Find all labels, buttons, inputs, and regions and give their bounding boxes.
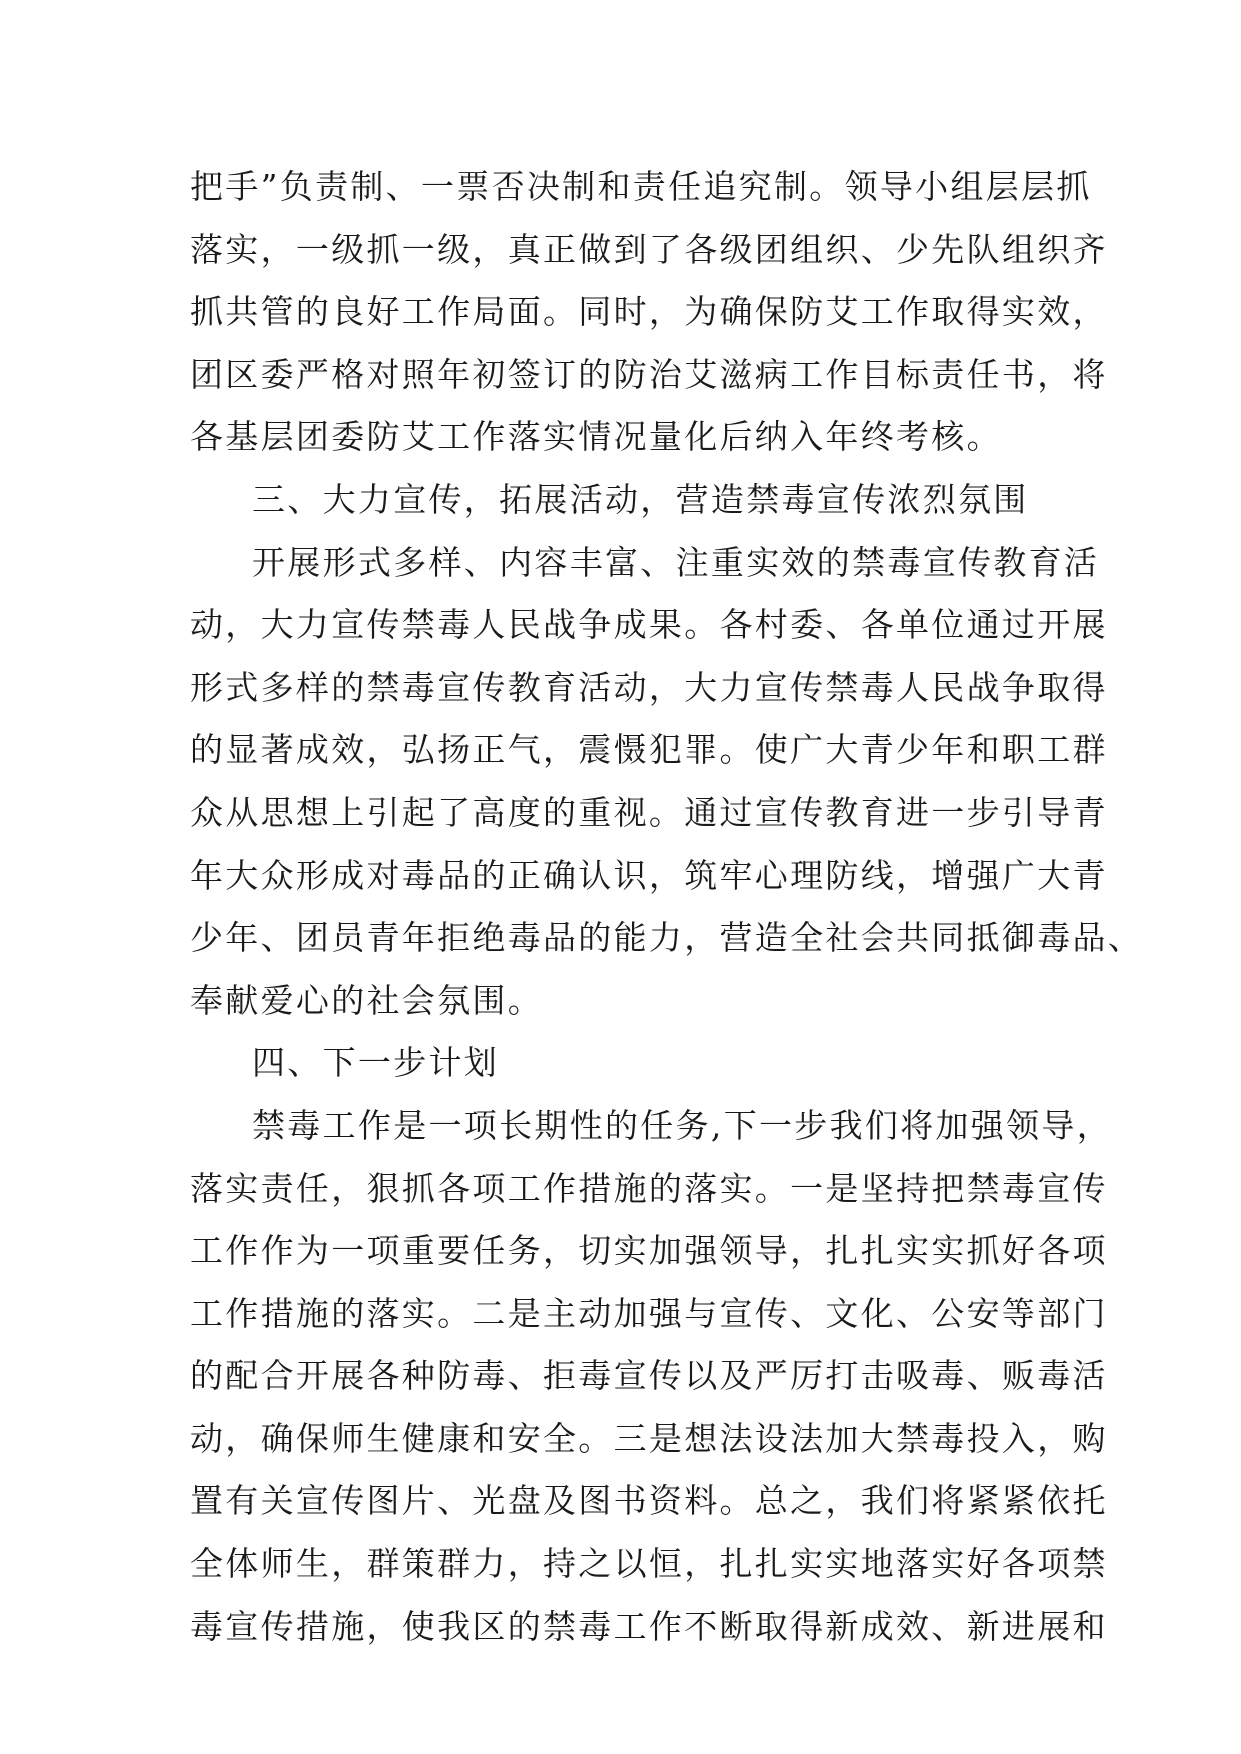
text-line: 形式多样的禁毒宣传教育活动，大力宣传禁毒人民战争取得 [190,667,1108,707]
text-line: 把手”负责制、一票否决制和责任追究制。领导小组层层抓 [190,167,1092,206]
text-line: 少年、团员青年拒绝毒品的能力，营造全社会共同抵御毒品、 [190,918,1144,958]
text-line: 团区委严格对照年初签订的防治艾滋病工作目标责任书，将 [190,354,1108,394]
text-line: 动，确保师生健康和安全。三是想法设法加大禁毒投入，购 [190,1418,1108,1458]
text-line: 众从思想上引起了高度的重视。通过宣传教育进一步引导青 [190,792,1108,832]
text-line: 的显著成效，弘扬正气，震慑犯罪。使广大青少年和职工群 [190,730,1108,770]
text-line: 动，大力宣传禁毒人民战争成果。各村委、各单位通过开展 [190,605,1108,645]
text-line: 全体师生，群策群力，持之以恒，扎扎实实地落实好各项禁 [190,1544,1108,1584]
paragraph-start-line: 开展形式多样、内容丰富、注重实效的禁毒宣传教育活 [252,542,1100,582]
paragraph-start-line: 四、下一步计划 [252,1043,500,1083]
text-line: 的配合开展各种防毒、拒毒宣传以及严厉打击吸毒、贩毒活 [190,1356,1108,1396]
paragraph-start-line: 禁毒工作是一项长期性的任务,下一步我们将加强领导， [252,1105,1112,1145]
text-line: 工作措施的落实。二是主动加强与宣传、文化、公安等部门 [190,1293,1108,1333]
paragraph-start-line: 三、大力宣传，拓展活动，营造禁毒宣传浓烈氛围 [252,479,1029,519]
text-line: 置有关宣传图片、光盘及图书资料。总之，我们将紧紧依托 [190,1481,1108,1521]
text-line: 毒宣传措施，使我区的禁毒工作不断取得新成效、新进展和 [190,1606,1108,1646]
text-line: 奉献爱心的社会氛围。 [190,980,543,1020]
text-line: 各基层团委防艾工作落实情况量化后纳入年终考核。 [190,417,1002,457]
document-body [190,156,1144,1658]
text-line: 抓共管的良好工作局面。同时，为确保防艾工作取得实效， [190,292,1108,332]
text-line: 工作作为一项重要任务，切实加强领导，扎扎实实抓好各项 [190,1231,1108,1271]
text-line: 落实责任，狠抓各项工作措施的落实。一是坚持把禁毒宣传 [190,1168,1108,1208]
text-line: 年大众形成对毒品的正确认识，筑牢心理防线，增强广大青 [190,855,1108,895]
text-line: 落实，一级抓一级，真正做到了各级团组织、少先队组织齐 [190,229,1108,269]
